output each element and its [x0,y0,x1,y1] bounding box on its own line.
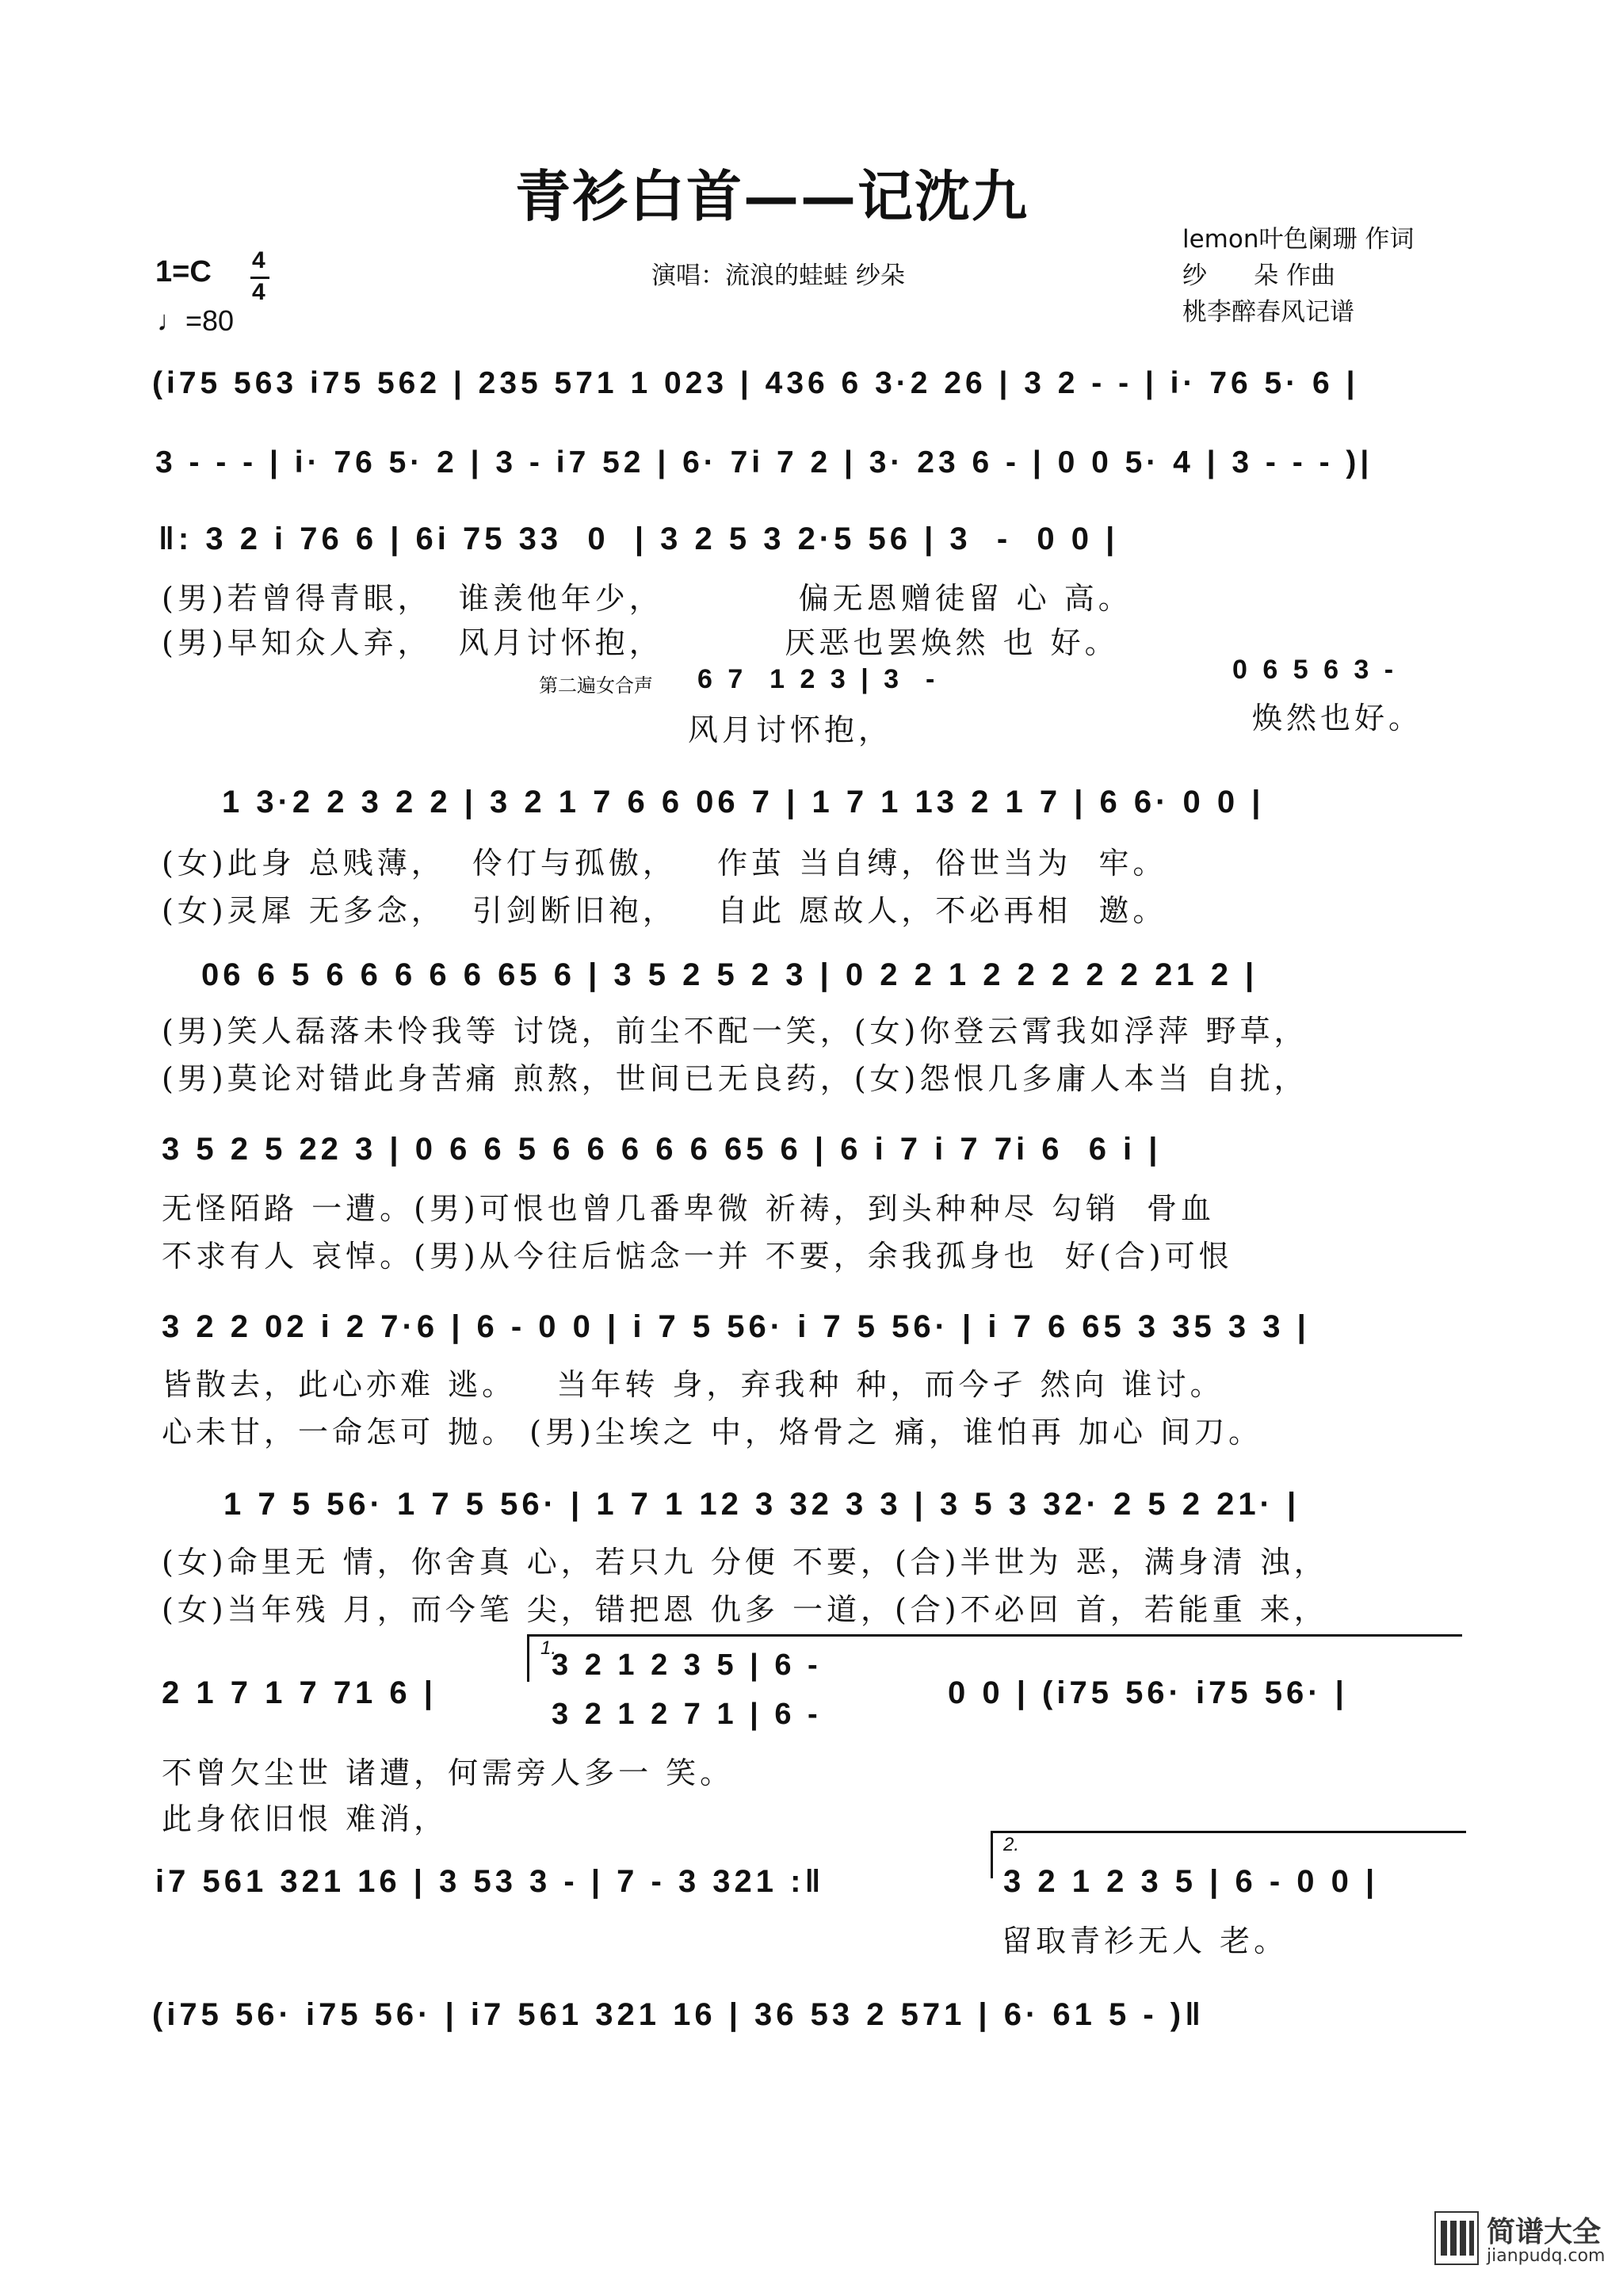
volta-1-lower-notes: 3 2 1 2 7 1 | 6 - [552,1698,822,1731]
volta-1-upper-notes: 3 2 1 2 3 5 | 6 - [552,1648,822,1682]
verse-line-4-lyric-b: 不求有人 哀悼。(男)从今往后惦念一并 不要，余我孤身也 好(合)可恨 [162,1239,1233,1274]
female-harmony-note: 第二遍女合声 [539,674,653,697]
brand-logo-icon [1434,2211,1479,2265]
ending-line-left: i7 561 321 16 | 3 53 3 - | 7 - 3 321 :‖ [155,1864,825,1899]
volta-1-bracket-start [527,1634,529,1682]
ending-line-lyric: 留取青衫无人 老。 [1002,1924,1289,1958]
verse-line-1: ‖: 3 2 i 76 6 | 6i 75 33 0 | 3 2 5 3 2·5 56 | 3 - 0 0 | [158,521,1119,556]
verse-line-3-lyric-b: (男)莫论对错此身苦痛 煎熬，世间已无良药，(女)怨恨几多庸人本当 自扰， [162,1061,1308,1096]
chorus-line-1: 3 2 2 02 i 2 7·6 | 6 - 0 0 | i 7 5 56· i 7 5 56· | i 7 6 65 3 35 3 3 | [162,1309,1310,1344]
key-signature: 1=C [155,255,212,288]
singers-line: 演唱：流浪的蛙蛙 纱朵 [651,262,905,290]
time-signature-bottom: 4 [252,279,265,305]
female-harmony-notes-b: 0 6 5 6 3 - [1232,655,1398,685]
verse-line-1-lyric-b: (男)早知众人弃， 风月讨怀抱， 厌恶也罢焕然 也 好。 [162,625,1119,660]
intro-line-2: 3 - - - | i· 76 5· 2 | 3 - i7 52 | 6· 7i 7 2 | 3· 23 6 - | 0 0 5· 4 | 3 - - - )| [155,445,1373,479]
chorus-line-1-lyric-a: 皆散去，此心亦难 逃。 当年转 身，弃我种 种，而今孑 然向 谁讨。 [162,1367,1224,1402]
chorus-line-3-lyric-a: 不曾欠尘世 诸遭，何需旁人多一 笑。 [162,1755,735,1790]
chorus-line-2-lyric-b: (女)当年残 月，而今笔 尖，错把恩 仇多 一道，(合)不必回 首，若能重 来， [162,1592,1328,1627]
verse-line-4-lyric-a: 无怪陌路 一遭。(男)可恨也曾几番卑微 祈祷，到头种种尽 勾销 骨血 [162,1191,1216,1226]
verse-line-2-lyric-b: (女)灵犀 无多念， 引剑断旧袍， 自此 愿故人，不必再相 邀。 [162,893,1167,928]
chorus-line-2-lyric-a: (女)命里无 情，你舍真 心，若只九 分便 不要，(合)半世为 恶，满身清 浊， [162,1545,1328,1580]
lyricist-credit: lemon叶色阑珊 作词 [1182,225,1415,254]
brand-url: jianpudq.com [1487,2246,1606,2266]
volta-2-bracket-start [991,1831,993,1878]
chorus-line-1-lyric-b: 心未甘，一命怎可 抛。 (男)尘埃之 中，烙骨之 痛，谁怕再 加心 间刀。 [162,1415,1263,1450]
transcriber-credit: 桃李醉春风记谱 [1182,298,1354,327]
verse-line-1-lyric-a: (男)若曾得青眼， 谁羡他年少， 偏无恩赠徒留 心 高。 [162,581,1132,616]
brand-name: 简谱大全 [1487,2216,1602,2248]
chorus-line-2: 1 7 5 56· 1 7 5 56· | 1 7 1 12 3 32 3 3 | 3 5 3 32· 2 5 2 21· | [223,1487,1300,1522]
verse-line-3-lyric-a: (男)笑人磊落未怜我等 讨饶，前尘不配一笑，(女)你登云霄我如浮萍 野草， [162,1014,1308,1049]
volta-1-bracket [527,1634,1462,1637]
female-harmony-lyric-a: 风月讨怀抱， [688,712,893,747]
verse-line-2: 1 3·2 2 3 2 2 | 3 2 1 7 6 6 06 7 | 1 7 1 13 2 1 7 | 6 6· 0 0 | [222,785,1265,819]
volta-2-bracket [991,1831,1466,1833]
page-title: 青衫白首——记沈九 [515,163,1029,229]
composer-credit: 纱 朵 作曲 [1182,262,1335,290]
tempo-marking: ♩=80 [157,304,235,337]
verse-line-4: 3 5 2 5 22 3 | 0 6 6 5 6 6 6 6 6 65 6 | 6 i 7 i 7 7i 6 6 i | [162,1132,1162,1167]
volta-1-label: 1. [540,1637,557,1659]
chorus-line-3-lyric-b: 此身依旧恨 难消， [162,1801,449,1836]
time-signature-top: 4 [252,247,265,273]
chorus-line-3-left: 2 1 7 1 7 71 6 | [162,1675,437,1710]
verse-line-2-lyric-a: (女)此身 总贱薄， 伶仃与孤傲， 作茧 当自缚，俗世当为 牢。 [162,846,1167,881]
intro-line-1: (i75 563 i75 562 | 235 571 1 023 | 436 6 3·2 26 | 3 2 - - | i· 76 5· 6 | [152,366,1359,400]
ending-line-right: 3 2 1 2 3 5 | 6 - 0 0 | [1003,1864,1379,1899]
outro-line: (i75 56· i75 56· | i7 561 321 16 | 36 53 2 571 | 6· 61 5 - )‖ [152,1997,1205,2032]
female-harmony-lyric-b: 焕然也好。 [1252,701,1423,735]
female-harmony-notes-a: 6 7 1 2 3 | 3 - [697,664,939,694]
verse-line-3: 06 6 5 6 6 6 6 6 65 6 | 3 5 2 5 2 3 | 0 2 2 1 2 2 2 2 2 21 2 | [201,957,1258,992]
volta-2-label: 2. [1003,1834,1020,1855]
chorus-line-3-right: 0 0 | (i75 56· i75 56· | [948,1675,1348,1710]
